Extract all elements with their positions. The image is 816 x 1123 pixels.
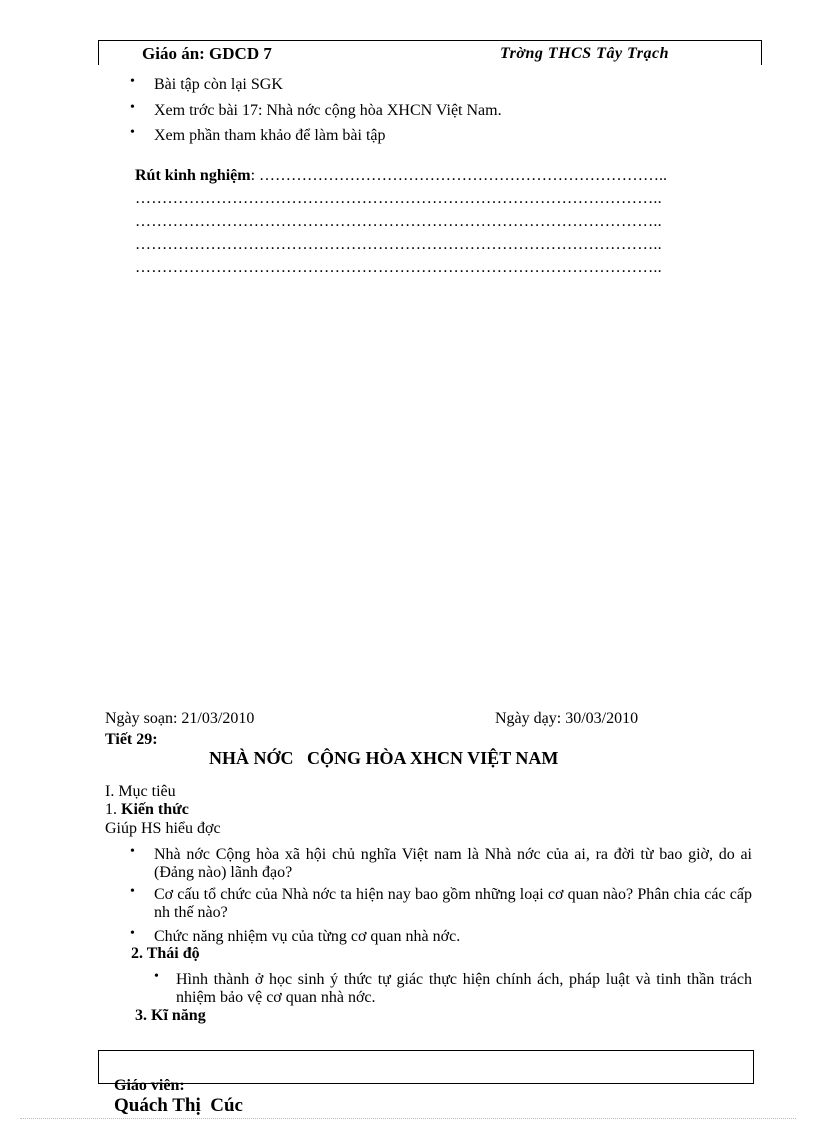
header-school: Trờng THCS Tây Trạch — [500, 45, 669, 62]
review-dots-line: …………………………………………………………………………………….. — [135, 259, 662, 276]
review-dots-line: ………………………………………………………………….. — [259, 167, 668, 184]
teacher-name: Quách Thị Cúc — [114, 1095, 243, 1116]
date-prepared: Ngày soạn: 21/03/2010 — [105, 710, 255, 727]
period-number: Tiết 29: — [105, 731, 158, 748]
knowledge-intro: Giúp HS hiểu đợc — [105, 820, 221, 837]
attitude-item: • Hình thành ở học sinh ý thức tự giác thực hiện chính ách, pháp luật và tinh thần trách nhiệm bảo vệ cơ quan nhà nớc. — [154, 969, 752, 1006]
bullet-icon: • — [130, 844, 135, 859]
header-course: Giáo án: GDCD 7 — [142, 44, 272, 63]
footer-teacher: Giáo viên: Quách Thị Cúc — [114, 1077, 243, 1116]
knowledge-item: • Nhà nớc Cộng hòa xã hội chủ nghĩa Việt nam là Nhà nớc của ai, ra đời từ bao giờ, do ai (Đảng nào) lãnh đạo? — [130, 844, 752, 881]
homework-item: • Xem trớc bài 17: Nhà nớc cộng hòa XHCN Việt Nam. — [130, 100, 502, 119]
bullet-icon: • — [130, 100, 135, 115]
bullet-icon: • — [154, 969, 159, 984]
page-bottom-rule — [20, 1118, 796, 1119]
section-objectives: I. Mục tiêu — [105, 783, 176, 800]
bullet-icon: • — [130, 884, 135, 899]
homework-item: • Bài tập còn lại SGK — [130, 74, 283, 93]
subsection-attitude: 2. Thái độ — [131, 945, 200, 962]
review-dots-line: …………………………………………………………………………………….. — [135, 213, 662, 230]
review-heading: Rút kinh nghiệm: ………………………………………………………………….. — [135, 167, 668, 184]
bullet-icon: • — [130, 74, 135, 89]
bullet-icon: • — [130, 125, 135, 140]
knowledge-item: • Cơ cấu tổ chức của Nhà nớc ta hiện nay bao gồm những loại cơ quan nào? Phân chia các cấp nh thế nào? — [130, 884, 752, 921]
date-taught: Ngày dạy: 30/03/2010 — [495, 710, 639, 727]
subsection-knowledge: 1. Kiến thức — [105, 801, 189, 818]
lesson-title: NHÀ NỚC CỘNG HÒA XHCN VIỆT NAM — [209, 748, 559, 768]
review-dots-line: …………………………………………………………………………………….. — [135, 236, 662, 253]
knowledge-item: • Chức năng nhiệm vụ của từng cơ quan nhà nớc. — [130, 926, 461, 945]
bullet-icon: • — [130, 926, 135, 941]
subsection-skills: 3. Kĩ năng — [135, 1007, 206, 1024]
homework-item: • Xem phần tham khảo để làm bài tập — [130, 125, 386, 144]
review-dots-line: …………………………………………………………………………………….. — [135, 190, 662, 207]
